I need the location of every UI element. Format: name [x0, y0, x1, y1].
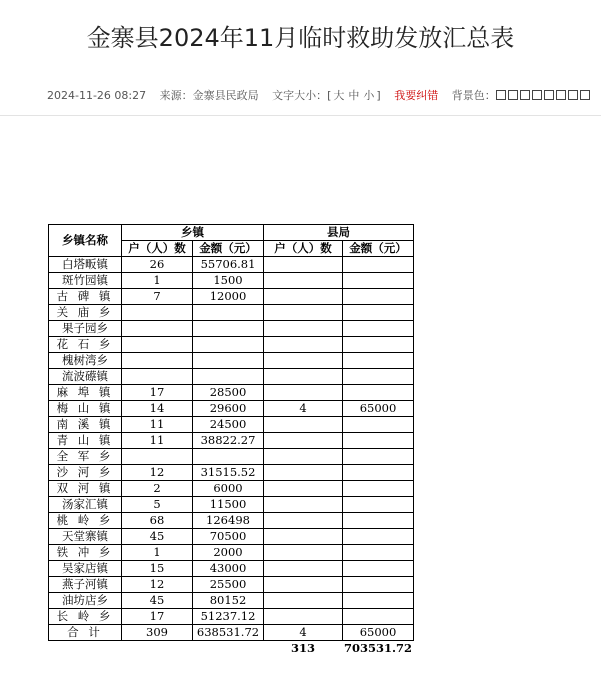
- town-name-cell: 燕子河镇: [49, 577, 122, 593]
- county-households-cell: [264, 593, 343, 609]
- county-amount-cell: 65000: [343, 625, 414, 641]
- article-meta: [47, 87, 592, 103]
- township-households-cell: 1: [122, 545, 193, 561]
- group-county-header: 县局: [264, 225, 414, 241]
- county-households-cell: [264, 465, 343, 481]
- table-row: [49, 545, 414, 561]
- county-amount-cell: [343, 609, 414, 625]
- county-amount-cell: [343, 433, 414, 449]
- town-name-cell: 麻 埠 镇: [49, 385, 122, 401]
- township-amount-cell: 55706.81: [193, 257, 264, 273]
- table-row: [49, 353, 414, 369]
- county-amount-cell: [343, 305, 414, 321]
- county-amount-header: 金额（元）: [343, 241, 414, 257]
- town-name-cell: 油坊店乡: [49, 593, 122, 609]
- table-row: [49, 577, 414, 593]
- county-amount-cell: [343, 545, 414, 561]
- county-households-cell: [264, 577, 343, 593]
- township-amount-cell: 1500: [193, 273, 264, 289]
- township-households-cell: 12: [122, 465, 193, 481]
- township-households-cell: [122, 353, 193, 369]
- bg-swatch-7[interactable]: [568, 90, 578, 100]
- township-households-cell: [122, 337, 193, 353]
- township-amount-cell: 29600: [193, 401, 264, 417]
- table-row: [49, 513, 414, 529]
- town-name-cell: 槐树湾乡: [49, 353, 122, 369]
- font-size-small-link[interactable]: 小: [363, 89, 375, 102]
- table-row: [49, 401, 414, 417]
- township-amount-cell: 6000: [193, 481, 264, 497]
- table-row: [49, 433, 414, 449]
- county-amount-cell: 65000: [343, 401, 414, 417]
- township-households-cell: 68: [122, 513, 193, 529]
- table-row: [49, 305, 414, 321]
- county-households-cell: [264, 529, 343, 545]
- grand-total-blank: [49, 641, 122, 657]
- town-name-cell: 合 计: [49, 625, 122, 641]
- county-amount-cell: [343, 449, 414, 465]
- county-amount-cell: [343, 385, 414, 401]
- township-households-cell: 1: [122, 273, 193, 289]
- township-households-cell: [122, 321, 193, 337]
- township-households-cell: 11: [122, 433, 193, 449]
- font-size-large-link[interactable]: 大: [333, 89, 345, 102]
- table-row: [49, 561, 414, 577]
- township-amount-cell: 80152: [193, 593, 264, 609]
- bg-swatch-4[interactable]: [532, 90, 542, 100]
- font-size-end: ]: [376, 89, 381, 102]
- table-body: [49, 257, 414, 641]
- township-amount-cell: 70500: [193, 529, 264, 545]
- table-row: [49, 369, 414, 385]
- township-amount-cell: [193, 353, 264, 369]
- county-amount-cell: [343, 417, 414, 433]
- table-row: [49, 497, 414, 513]
- font-size-label: 文字大小：[: [272, 89, 332, 102]
- town-name-cell: 流波礤镇: [49, 369, 122, 385]
- bg-swatch-8[interactable]: [580, 90, 590, 100]
- bg-swatch-6[interactable]: [556, 90, 566, 100]
- table-row: [49, 481, 414, 497]
- town-name-cell: 全 军 乡: [49, 449, 122, 465]
- county-amount-cell: [343, 353, 414, 369]
- township-amount-cell: 2000: [193, 545, 264, 561]
- town-name-cell: 长 岭 乡: [49, 609, 122, 625]
- table-row: [49, 465, 414, 481]
- township-households-cell: [122, 305, 193, 321]
- grand-total-blank: [122, 641, 193, 657]
- town-name-cell: 青 山 镇: [49, 433, 122, 449]
- county-households-cell: [264, 369, 343, 385]
- township-households-cell: 15: [122, 561, 193, 577]
- col-town-header: 乡镇名称: [49, 225, 122, 257]
- township-amount-cell: 31515.52: [193, 465, 264, 481]
- county-households-cell: [264, 561, 343, 577]
- county-households-cell: [264, 337, 343, 353]
- table-row: [49, 257, 414, 273]
- county-amount-cell: [343, 369, 414, 385]
- county-households-cell: [264, 433, 343, 449]
- township-amount-cell: 28500: [193, 385, 264, 401]
- county-households-cell: [264, 609, 343, 625]
- table-header-row-1: [49, 225, 414, 241]
- publish-datetime: 2024-11-26 08:27: [47, 89, 147, 102]
- bg-swatch-2[interactable]: [508, 90, 518, 100]
- bg-swatch-5[interactable]: [544, 90, 554, 100]
- town-name-cell: 古 碑 镇: [49, 289, 122, 305]
- town-name-cell: 南 溪 镇: [49, 417, 122, 433]
- county-households-cell: [264, 545, 343, 561]
- county-households-cell: [264, 513, 343, 529]
- township-households-cell: 45: [122, 593, 193, 609]
- table-row: [49, 449, 414, 465]
- town-name-cell: 天堂寨镇: [49, 529, 122, 545]
- county-amount-cell: [343, 321, 414, 337]
- county-households-cell: 4: [264, 401, 343, 417]
- county-households-cell: [264, 449, 343, 465]
- county-households-cell: [264, 305, 343, 321]
- table-row: [49, 609, 414, 625]
- grand-total-amount: 703531.72: [343, 641, 413, 655]
- town-name-cell: 花 石 乡: [49, 337, 122, 353]
- township-amount-cell: 638531.72: [193, 625, 264, 641]
- county-households-cell: [264, 257, 343, 273]
- county-households-cell: [264, 417, 343, 433]
- table-row: [49, 337, 414, 353]
- township-households-cell: 5: [122, 497, 193, 513]
- table-row: [49, 289, 414, 305]
- town-name-cell: 梅 山 镇: [49, 401, 122, 417]
- county-amount-cell: [343, 257, 414, 273]
- county-households-cell: [264, 497, 343, 513]
- county-households-cell: 4: [264, 625, 343, 641]
- county-households-cell: [264, 481, 343, 497]
- township-households-cell: 17: [122, 609, 193, 625]
- font-size-control: [272, 89, 381, 102]
- county-households-cell: [264, 385, 343, 401]
- township-amount-cell: [193, 305, 264, 321]
- background-color-label: 背景色：: [451, 89, 496, 102]
- township-amount-cell: 24500: [193, 417, 264, 433]
- town-name-cell: 白塔畈镇: [49, 257, 122, 273]
- county-amount-cell: [343, 593, 414, 609]
- county-amount-cell: [343, 513, 414, 529]
- county-amount-cell: [343, 529, 414, 545]
- township-amount-cell: [193, 449, 264, 465]
- township-amount-cell: 126498: [193, 513, 264, 529]
- township-households-cell: 309: [122, 625, 193, 641]
- background-color-control: [452, 89, 592, 102]
- town-name-cell: 汤家汇镇: [49, 497, 122, 513]
- county-households-header: 户（人）数: [264, 241, 343, 257]
- town-name-cell: 果子园乡: [49, 321, 122, 337]
- relief-summary-table: [48, 224, 414, 656]
- township-amount-cell: 38822.27: [193, 433, 264, 449]
- township-households-cell: 2: [122, 481, 193, 497]
- table-row: [49, 529, 414, 545]
- county-amount-cell: [343, 273, 414, 289]
- town-name-cell: 吴家店镇: [49, 561, 122, 577]
- grand-total-households: 313: [290, 641, 315, 655]
- county-amount-cell: [343, 337, 414, 353]
- township-amount-cell: 43000: [193, 561, 264, 577]
- township-amount-cell: 51237.12: [193, 609, 264, 625]
- table-row: [49, 385, 414, 401]
- township-amount-cell: 25500: [193, 577, 264, 593]
- township-amount-header: 金额（元）: [193, 241, 264, 257]
- township-households-header: 户（人）数: [122, 241, 193, 257]
- header-divider: [0, 115, 601, 116]
- source-label: 来源：金寨县民政局: [159, 89, 259, 102]
- county-households-cell: [264, 321, 343, 337]
- report-error-link[interactable]: 我要纠错: [394, 89, 439, 102]
- county-amount-cell: [343, 481, 414, 497]
- township-households-cell: 12: [122, 577, 193, 593]
- township-amount-cell: 11500: [193, 497, 264, 513]
- county-households-cell: [264, 289, 343, 305]
- township-households-cell: 45: [122, 529, 193, 545]
- township-amount-cell: [193, 321, 264, 337]
- bg-swatch-3[interactable]: [520, 90, 530, 100]
- township-households-cell: 26: [122, 257, 193, 273]
- group-township-header: 乡镇: [122, 225, 264, 241]
- town-name-cell: 桃 岭 乡: [49, 513, 122, 529]
- county-households-cell: [264, 353, 343, 369]
- county-amount-cell: [343, 465, 414, 481]
- county-amount-cell: [343, 497, 414, 513]
- table-row: [49, 273, 414, 289]
- county-amount-cell: [343, 577, 414, 593]
- table-row: [49, 417, 414, 433]
- table-row: [49, 593, 414, 609]
- font-size-medium-link[interactable]: 中: [348, 89, 360, 102]
- town-name-cell: 关 庙 乡: [49, 305, 122, 321]
- township-households-cell: [122, 369, 193, 385]
- township-households-cell: 14: [122, 401, 193, 417]
- township-amount-cell: [193, 369, 264, 385]
- township-households-cell: 11: [122, 417, 193, 433]
- town-name-cell: 铁 冲 乡: [49, 545, 122, 561]
- township-households-cell: 17: [122, 385, 193, 401]
- township-households-cell: [122, 449, 193, 465]
- grand-total-blank: [193, 641, 264, 657]
- county-households-cell: [264, 273, 343, 289]
- township-households-cell: 7: [122, 289, 193, 305]
- county-amount-cell: [343, 289, 414, 305]
- county-amount-cell: [343, 561, 414, 577]
- bg-swatch-1[interactable]: [496, 90, 506, 100]
- township-amount-cell: [193, 337, 264, 353]
- town-name-cell: 双 河 镇: [49, 481, 122, 497]
- page-title: 金寨县2024年11月临时救助发放汇总表: [86, 24, 515, 52]
- grand-total-row: [49, 641, 414, 657]
- table-total-row: [49, 625, 414, 641]
- town-name-cell: 沙 河 乡: [49, 465, 122, 481]
- town-name-cell: 斑竹园镇: [49, 273, 122, 289]
- table-row: [49, 321, 414, 337]
- township-amount-cell: 12000: [193, 289, 264, 305]
